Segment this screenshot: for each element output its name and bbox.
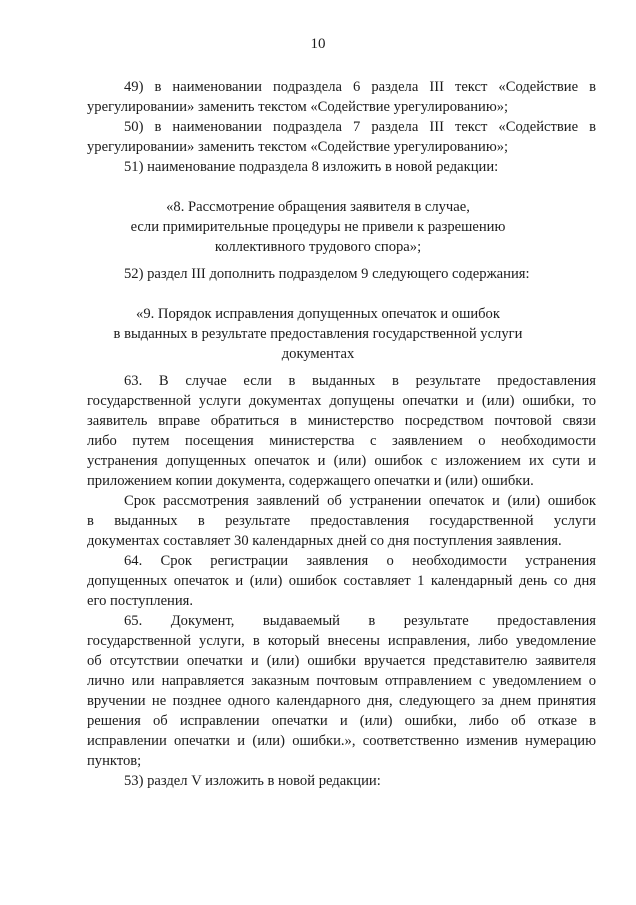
text-line: 52) раздел III дополнить подразделом 9 следующего содержания: — [124, 266, 530, 282]
text-line: урегулировании» заменить текстом «Содействие урегулированию»; — [87, 139, 509, 155]
page-number: 10 — [310, 36, 326, 52]
text-line: пунктов; — [87, 753, 142, 769]
section-heading-line: если примирительные процедуры не привели к разрешению — [130, 219, 506, 235]
text-line: лично или направляется заказным почтовым отправлением с уведомлением о — [87, 673, 596, 689]
text-line: 51) наименование подраздела 8 изложить в новой редакции: — [124, 159, 499, 175]
text-line: государственной услуги, в который внесены исправления, либо уведомление — [87, 633, 596, 649]
section-heading-line: «8. Рассмотрение обращения заявителя в случае, — [166, 199, 470, 215]
text-line: государственной услуги документах допущены опечатки и (или) ошибки, то — [87, 393, 596, 409]
text-line: решения об исправлении опечатки и (или) ошибки, либо об отказе в — [87, 713, 596, 729]
section-heading-line: в выданных в результате предоставления государственной услуги — [113, 326, 523, 342]
text-line: Срок рассмотрения заявлений об устранении опечаток и (или) ошибок — [124, 493, 596, 509]
text-line: заявитель вправе обратиться в министерство посредством почтовой связи — [87, 413, 596, 429]
text-line: приложением копии документа, содержащего опечатки и (или) ошибки. — [87, 473, 534, 489]
text-line: его поступления. — [87, 593, 194, 609]
text-line: 64. Срок регистрации заявления о необходимости устранения — [124, 553, 596, 569]
text-line: документах составляет 30 календарных дней со дня поступления заявления. — [87, 533, 562, 549]
text-line: допущенных опечаток и (или) ошибок составляет 1 календарный день со дня — [87, 573, 596, 589]
text-line: 50) в наименовании подраздела 7 раздела III текст «Содействие в — [124, 119, 596, 135]
section-heading-line: «9. Порядок исправления допущенных опечаток и ошибок — [136, 306, 500, 322]
text-line: устранения допущенных опечаток и (или) ошибок с изложением их сути и — [87, 453, 596, 469]
text-line: вручении не позднее одного календарного дня, следующего за днем принятия — [87, 693, 596, 709]
text-line: 49) в наименовании подраздела 6 раздела III текст «Содействие в — [124, 79, 596, 95]
text-line: урегулировании» заменить текстом «Содействие урегулированию»; — [87, 99, 509, 115]
text-line: исправлении опечатки и (или) ошибки.», соответственно изменив нумерацию — [87, 733, 596, 749]
text-line: либо путем посещения министерства с заявлением о необходимости — [87, 433, 596, 449]
text-line: 65. Документ, выдаваемый в результате предоставления — [124, 613, 596, 629]
section-heading-line: документах — [281, 346, 355, 362]
text-line: 53) раздел V изложить в новой редакции: — [124, 773, 381, 789]
text-line: об отсутствии опечатки и (или) ошибки вручается представителю заявителя — [87, 653, 596, 669]
section-heading-line: коллективного трудового спора»; — [214, 239, 422, 255]
text-line: 63. В случае если в выданных в результате предоставления — [124, 373, 596, 389]
text-line: в выданных в результате предоставления государственной услуги — [87, 513, 596, 529]
